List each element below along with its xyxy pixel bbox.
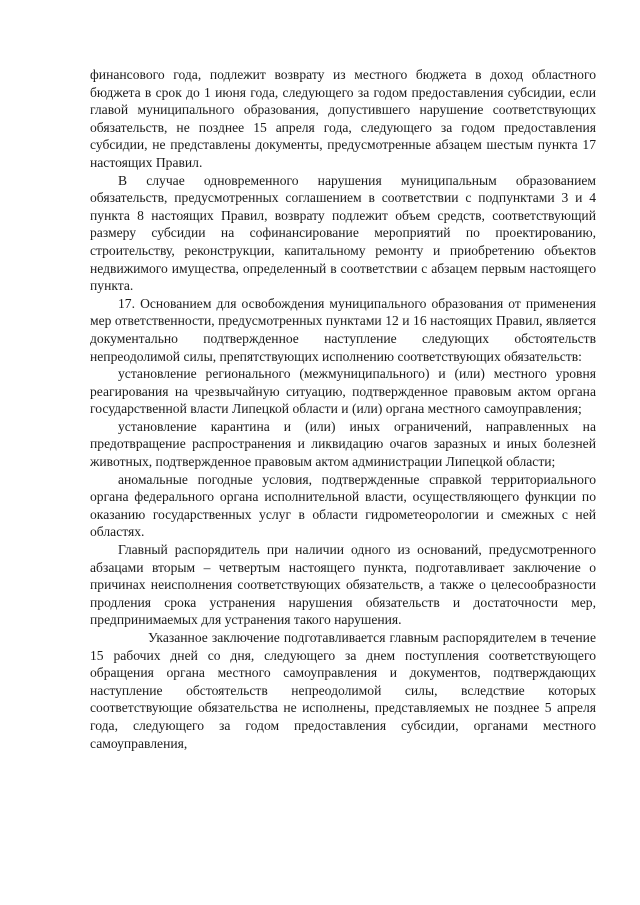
paragraph-simultaneous-violation: В случае одновременного нарушения муниципальным образованием обязательств, предусмотренных соглашением в соответствии с подпунктами 3 и 4 пункта 8 настоящих Правил, возврату подлежит объем средств, соответствующий размеру субсидии на софинансирование мероприятий по проектированию, строительству, реконструкции, капитальному ремонту и приобретению объектов недвижимого имущества, определенный в соответствии с абзацем первым настоящего пункта.	[90, 172, 596, 294]
paragraph-main-manager-conclusion: Главный распорядитель при наличии одного из оснований, предусмотренного абзацами вторым – четвертым настоящего пункта, подготавливает заключение о причинах неисполнения соответствующих обязательств, а также о целесообразности продления срока устранения нарушения обязательств и достаточности мер, предпринимаемых для устранения такого нарушения.	[90, 542, 596, 628]
document-page	[90, 66, 596, 752]
paragraph-quarantine: установление карантина и (или) иных ограничений, направленных на предотвращение распространения и ликвидацию очагов заразных и иных болезней животных, подтвержденное правовым актом администрации Липецкой области;	[90, 418, 596, 470]
paragraph-emergency-response: установление регионального (межмуниципального) и (или) местного уровня реагирования на чрезвычайную ситуацию, подтвержденное правовым актом органа государственной власти Липецкой области и (или) органа местного самоуправления;	[90, 366, 596, 417]
paragraph-weather-conditions: аномальные погодные условия, подтвержденные справкой территориального органа федерального органа исполнительной власти, осуществляющего функции по оказанию государственных услуг в области гидрометеорологии и смежных с ней областях.	[90, 471, 596, 540]
paragraph-item-17: 17. Основанием для освобождения муниципального образования от применения мер ответственности, предусмотренных пунктами 12 и 16 настоящих Правил, является документально подтвержденное наступление следующих обстоятельств непреодолимой силы, препятствующих исполнению соответствующих обязательств:	[90, 295, 596, 364]
paragraph-continuation: финансового года, подлежит возврату из местного бюджета в доход областного бюджета в срок до 1 июня года, следующего за годом предоставления субсидии, если главой муниципального образования, допустившего нарушение соответствующих обязательств, не позднее 15 апреля года, следующего за годом предоставления субсидии, не представлены документы, предусмотренные абзацем шестым пункта 17 настоящих Правил.	[90, 67, 596, 170]
paragraph-conclusion-deadline: Указанное заключение подготавливается главным распорядителем в течение 15 рабочих дней со дня, следующего за днем поступления соответствующего обращения органа местного самоуправления и документов, подтверждающих наступление обстоятельств непреодолимой силы, вследствие которых соответствующие обязательства не исполнены, представляемых не позднее 5 апреля года, следующего за годом предоставления субсидии, органами местного самоуправления,	[90, 630, 596, 751]
